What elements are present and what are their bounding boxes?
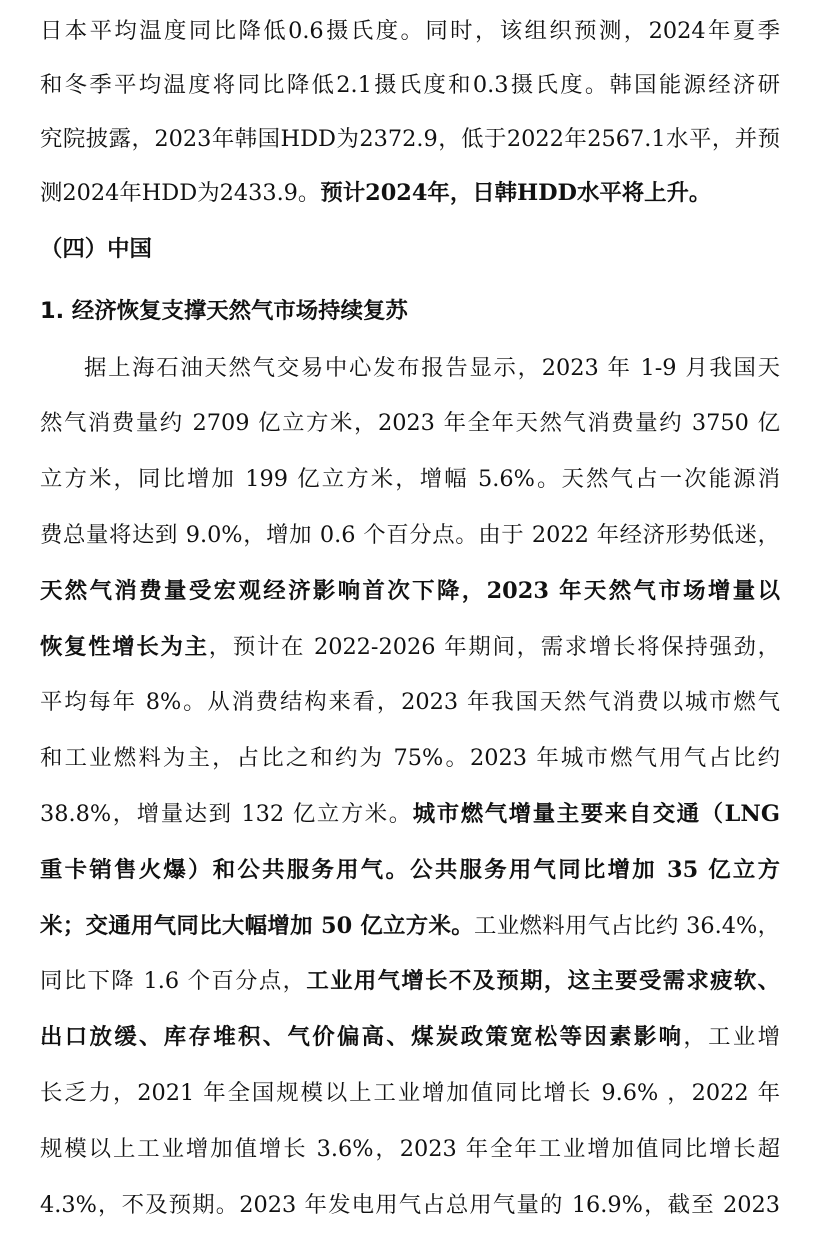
text-line	[40, 117, 780, 161]
text-line	[40, 1127, 780, 1171]
subsection-title	[40, 289, 780, 333]
text-line	[40, 736, 780, 780]
text-line	[40, 457, 780, 501]
text-line	[40, 625, 780, 669]
text-line	[40, 513, 780, 557]
text-run: 平均每年 8%。从消费结构来看，2023 年我国天然气消费以城市燃气	[40, 689, 780, 715]
bold-text-run: 出口放缓、库存堆积、气价偏高、煤炭政策宽松等因素影响	[40, 1024, 684, 1050]
section-title	[40, 227, 780, 271]
text-run: 同比下降 1.6 个百分点，	[40, 968, 307, 994]
text-line	[40, 171, 780, 215]
text-run: 据上海石油天然气交易中心发布报告显示，2023 年 1-9 月我国天	[84, 355, 780, 381]
text-run: 长乏力，2021 年全国规模以上工业增加值同比增长 9.6% ，2022 年	[40, 1080, 780, 1106]
text-run: 工业燃料用气占比约 36.4%，	[474, 913, 780, 939]
text-run: 38.8%，增量达到 132 亿立方米。	[40, 801, 413, 827]
text-run: 和冬季平均温度将同比降低2.1摄氏度和0.3摄氏度。韩国能源经济研	[40, 72, 780, 98]
text-run: 费总量将达到 9.0%，增加 0.6 个百分点。由于 2022 年经济形势低迷，	[40, 522, 780, 548]
bold-text-run: 工业用气增长不及预期，这主要受需求疲软、	[306, 968, 780, 994]
text-run: 究院披露，2023年韩国HDD为2372.9，低于2022年2567.1水平，并预	[40, 126, 780, 152]
bold-text-run: 预计2024年，日韩HDD水平将上升。	[320, 180, 712, 206]
text-line	[84, 346, 780, 390]
text-line	[40, 63, 780, 107]
text-run: 4.3%，不及预期。2023 年发电用气占总用气量的 16.9%，截至 2023	[40, 1192, 780, 1218]
text-run: 然气消费量约 2709 亿立方米，2023 年全年天然气消费量约 3750 亿	[40, 410, 780, 436]
text-run: 测2024年HDD为2433.9。	[40, 180, 321, 206]
text-line	[40, 959, 780, 1003]
text-line	[40, 569, 780, 613]
text-line	[40, 9, 780, 53]
text-line	[40, 680, 780, 724]
bold-text-run: 重卡销售火爆）和公共服务用气。公共服务用气同比增加 35 亿立方	[40, 857, 780, 883]
bold-text-run: 城市燃气增量主要来自交通（LNG	[412, 801, 780, 827]
bold-text-run: 米；交通用气同比大幅增加 50 亿立方米。	[40, 913, 475, 939]
text-line	[40, 1183, 780, 1227]
text-run: 日本平均温度同比降低0.6摄氏度。同时，该组织预测，2024年夏季	[40, 18, 780, 44]
text-line	[40, 1015, 780, 1059]
section-title-text: （四）中国	[40, 236, 152, 262]
text-run: 和工业燃料为主，占比之和约为 75%。2023 年城市燃气用气占比约	[40, 745, 780, 771]
text-line	[40, 792, 780, 836]
bold-text-run: 天然气消费量受宏观经济影响首次下降，2023 年天然气市场增量以	[40, 578, 780, 604]
text-run: ，工业增	[683, 1024, 780, 1050]
text-run: 立方米，同比增加 199 亿立方米，增幅 5.6%。天然气占一次能源消	[40, 466, 780, 492]
text-run: ，预计在 2022-2026 年期间，需求增长将保持强劲，	[208, 634, 780, 660]
text-run: 规模以上工业增加值增长 3.6%，2023 年全年工业增加值同比增长超	[40, 1136, 780, 1162]
text-line	[40, 401, 780, 445]
text-line	[40, 1071, 780, 1115]
bold-text-run: 恢复性增长为主	[40, 634, 209, 660]
text-line	[40, 848, 780, 892]
text-line	[40, 904, 780, 948]
subsection-title-text: 1. 经济恢复支撑天然气市场持续复苏	[40, 298, 408, 324]
